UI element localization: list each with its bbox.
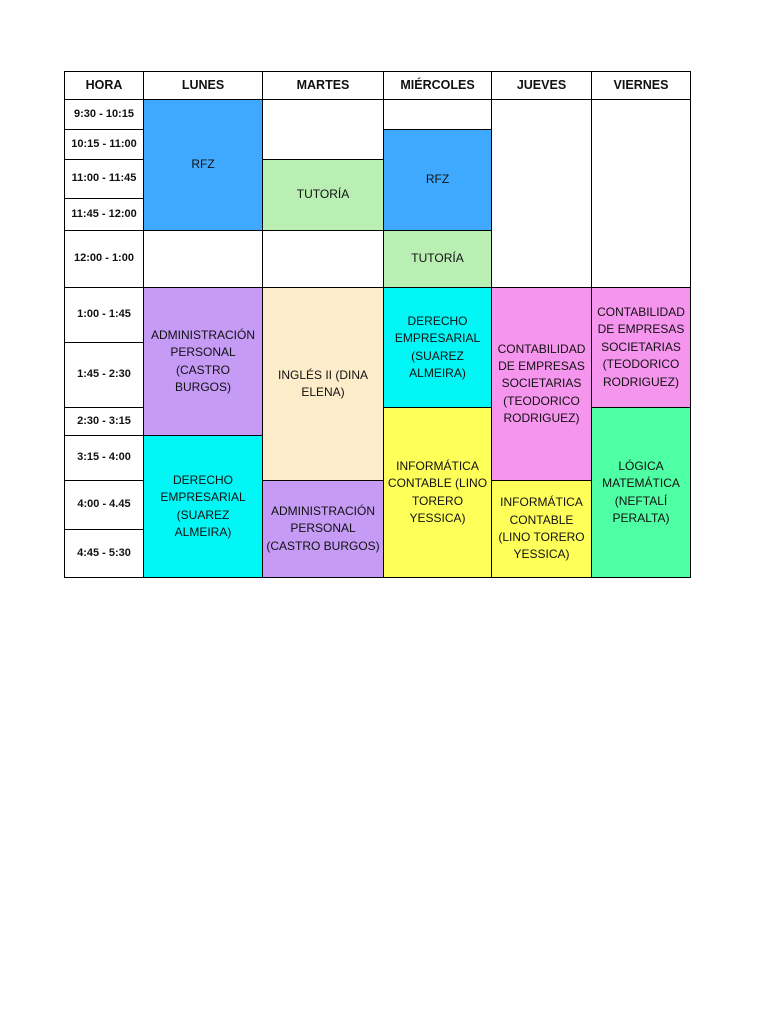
empty-slot xyxy=(591,99,691,288)
class-block-tutoria: TUTORÍA xyxy=(262,159,384,231)
empty-slot xyxy=(491,99,592,288)
class-block-rfz: RFZ xyxy=(383,129,492,231)
class-block-rfz: RFZ xyxy=(143,99,263,231)
class-block-administracion-personal: ADMINISTRACIÓN PERSONAL (CASTRO BURGOS) xyxy=(143,287,263,436)
header-lunes: LUNES xyxy=(143,71,263,100)
time-slot: 1:00 - 1:45 xyxy=(64,287,144,343)
time-slot: 9:30 - 10:15 xyxy=(64,99,144,130)
header-miercoles: MIÉRCOLES xyxy=(383,71,492,100)
class-block-informatica-contable: INFORMÁTICA CONTABLE (LINO TORERO YESSICA) xyxy=(383,407,492,578)
empty-slot xyxy=(262,230,384,288)
header-jueves: JUEVES xyxy=(491,71,592,100)
time-slot: 3:15 - 4:00 xyxy=(64,435,144,481)
class-block-administracion-personal: ADMINISTRACIÓN PERSONAL (CASTRO BURGOS) xyxy=(262,480,384,578)
empty-slot xyxy=(383,99,492,130)
class-block-derecho-empresarial: DERECHO EMPRESARIAL (SUAREZ ALMEIRA) xyxy=(383,287,492,408)
header-martes: MARTES xyxy=(262,71,384,100)
class-block-contabilidad-de: CONTABILIDAD DE EMPRESAS SOCIETARIAS (TEODORICO RODRIGUEZ) xyxy=(591,287,691,408)
class-block-ingles-ii: INGLÉS II (DINA ELENA) xyxy=(262,287,384,481)
time-slot: 4:45 - 5:30 xyxy=(64,529,144,578)
time-slot: 11:45 - 12:00 xyxy=(64,198,144,231)
class-block-tutoria: TUTORÍA xyxy=(383,230,492,288)
class-block-logica-matematica: LÓGICA MATEMÁTICA (NEFTALÍ PERALTA) xyxy=(591,407,691,578)
header-viernes: VIERNES xyxy=(591,71,691,100)
time-slot: 4:00 - 4.45 xyxy=(64,480,144,530)
class-block-informatica-contable: INFORMÁTICA CONTABLE (LINO TORERO YESSICA) xyxy=(491,480,592,578)
time-slot: 1:45 - 2:30 xyxy=(64,342,144,408)
header-hora: HORA xyxy=(64,71,144,100)
empty-slot xyxy=(262,99,384,160)
empty-slot xyxy=(143,230,263,288)
class-block-contabilidad-de: CONTABILIDAD DE EMPRESAS SOCIETARIAS (TEODORICO RODRIGUEZ) xyxy=(491,287,592,481)
time-slot: 2:30 - 3:15 xyxy=(64,407,144,436)
class-block-derecho-empresarial: DERECHO EMPRESARIAL (SUAREZ ALMEIRA) xyxy=(143,435,263,578)
time-slot: 11:00 - 11:45 xyxy=(64,159,144,199)
time-slot: 12:00 - 1:00 xyxy=(64,230,144,288)
time-slot: 10:15 - 11:00 xyxy=(64,129,144,160)
